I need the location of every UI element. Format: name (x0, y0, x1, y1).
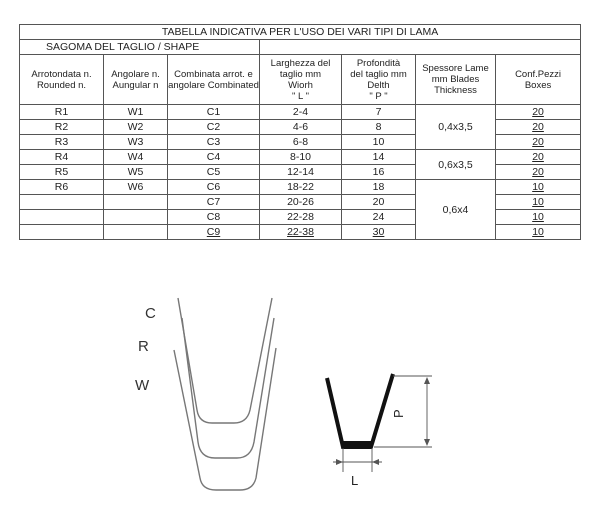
header-width: Larghezza del taglio mm Wiorh " L " (260, 55, 342, 105)
dim-l-label: L (351, 473, 359, 488)
cell-depth: 7 (342, 105, 416, 120)
cell-angular: W6 (104, 180, 168, 195)
cell-boxes: 10 (496, 180, 581, 195)
label-w: W (135, 377, 150, 394)
cell-depth: 24 (342, 210, 416, 225)
cell-boxes: 20 (496, 165, 581, 180)
cell-width: 6-8 (260, 135, 342, 150)
cell-width: 4-6 (260, 120, 342, 135)
cell-boxes: 10 (496, 195, 581, 210)
shape-header: SAGOMA DEL TAGLIO / SHAPE (20, 40, 260, 55)
label-c: C (145, 305, 156, 322)
cell-angular: W1 (104, 105, 168, 120)
l-arrow-right (372, 459, 379, 465)
cell-width: 2-4 (260, 105, 342, 120)
cell-thickness-group: 0,6x3,5 (416, 150, 496, 180)
header-combined: Combinata arrot. e angolare Combinated (168, 55, 260, 105)
cell-rounded: R1 (20, 105, 104, 120)
p-arrow-top (424, 377, 430, 384)
blade-profile-line (327, 374, 393, 447)
cell-combined: C2 (168, 120, 260, 135)
blade-base (342, 441, 373, 447)
header-depth: Profondità del taglio mm Delth " P " (342, 55, 416, 105)
cell-rounded: R4 (20, 150, 104, 165)
cell-rounded: R6 (20, 180, 104, 195)
cell-boxes: 10 (496, 210, 581, 225)
cell-angular: W2 (104, 120, 168, 135)
cell-rounded: R5 (20, 165, 104, 180)
cell-depth: 10 (342, 135, 416, 150)
label-r: R (138, 338, 149, 355)
cell-depth: 8 (342, 120, 416, 135)
dim-p-label: P (391, 409, 406, 418)
header-rounded: Arrotondata n. Rounded n. (20, 55, 104, 105)
cell-depth: 30 (342, 225, 416, 240)
cell-width: 12-14 (260, 165, 342, 180)
cell-boxes: 20 (496, 135, 581, 150)
cell-width: 22-28 (260, 210, 342, 225)
header-thickness: Spessore Lame mm Blades Thickness (416, 55, 496, 105)
dimension-figure (327, 374, 432, 488)
cell-rounded: R2 (20, 120, 104, 135)
cell-boxes: 20 (496, 105, 581, 120)
cell-rounded: R3 (20, 135, 104, 150)
cell-width: 20-26 (260, 195, 342, 210)
cell-depth: 14 (342, 150, 416, 165)
cell-width: 8-10 (260, 150, 342, 165)
l-arrow-left (336, 459, 343, 465)
cell-boxes: 20 (496, 120, 581, 135)
cell-combined: C3 (168, 135, 260, 150)
cell-combined: C7 (168, 195, 260, 210)
cell-angular: W4 (104, 150, 168, 165)
cell-thickness-group: 0,4x3,5 (416, 105, 496, 150)
cell-width: 18-22 (260, 180, 342, 195)
cell-depth: 18 (342, 180, 416, 195)
cell-combined: C1 (168, 105, 260, 120)
cell-combined: C4 (168, 150, 260, 165)
profile-c-line (178, 298, 272, 423)
cell-angular: W5 (104, 165, 168, 180)
cell-combined: C9 (168, 225, 260, 240)
cell-combined: C6 (168, 180, 260, 195)
cell-thickness-group: 0,6x4 (416, 180, 496, 240)
header-boxes: Conf.Pezzi Boxes (496, 55, 581, 105)
cell-width: 22-38 (260, 225, 342, 240)
header-angular: Angolare n. Aungular n (104, 55, 168, 105)
profile-r-line (182, 318, 274, 458)
cell-combined: C5 (168, 165, 260, 180)
cell-boxes: 10 (496, 225, 581, 240)
cell-depth: 16 (342, 165, 416, 180)
cell-depth: 20 (342, 195, 416, 210)
cell-boxes: 20 (496, 150, 581, 165)
table-title: TABELLA INDICATIVA PER L'USO DEI VARI TIPI DI LAMA (20, 25, 581, 40)
cell-angular: W3 (104, 135, 168, 150)
cell-combined: C8 (168, 210, 260, 225)
p-arrow-bottom (424, 439, 430, 446)
